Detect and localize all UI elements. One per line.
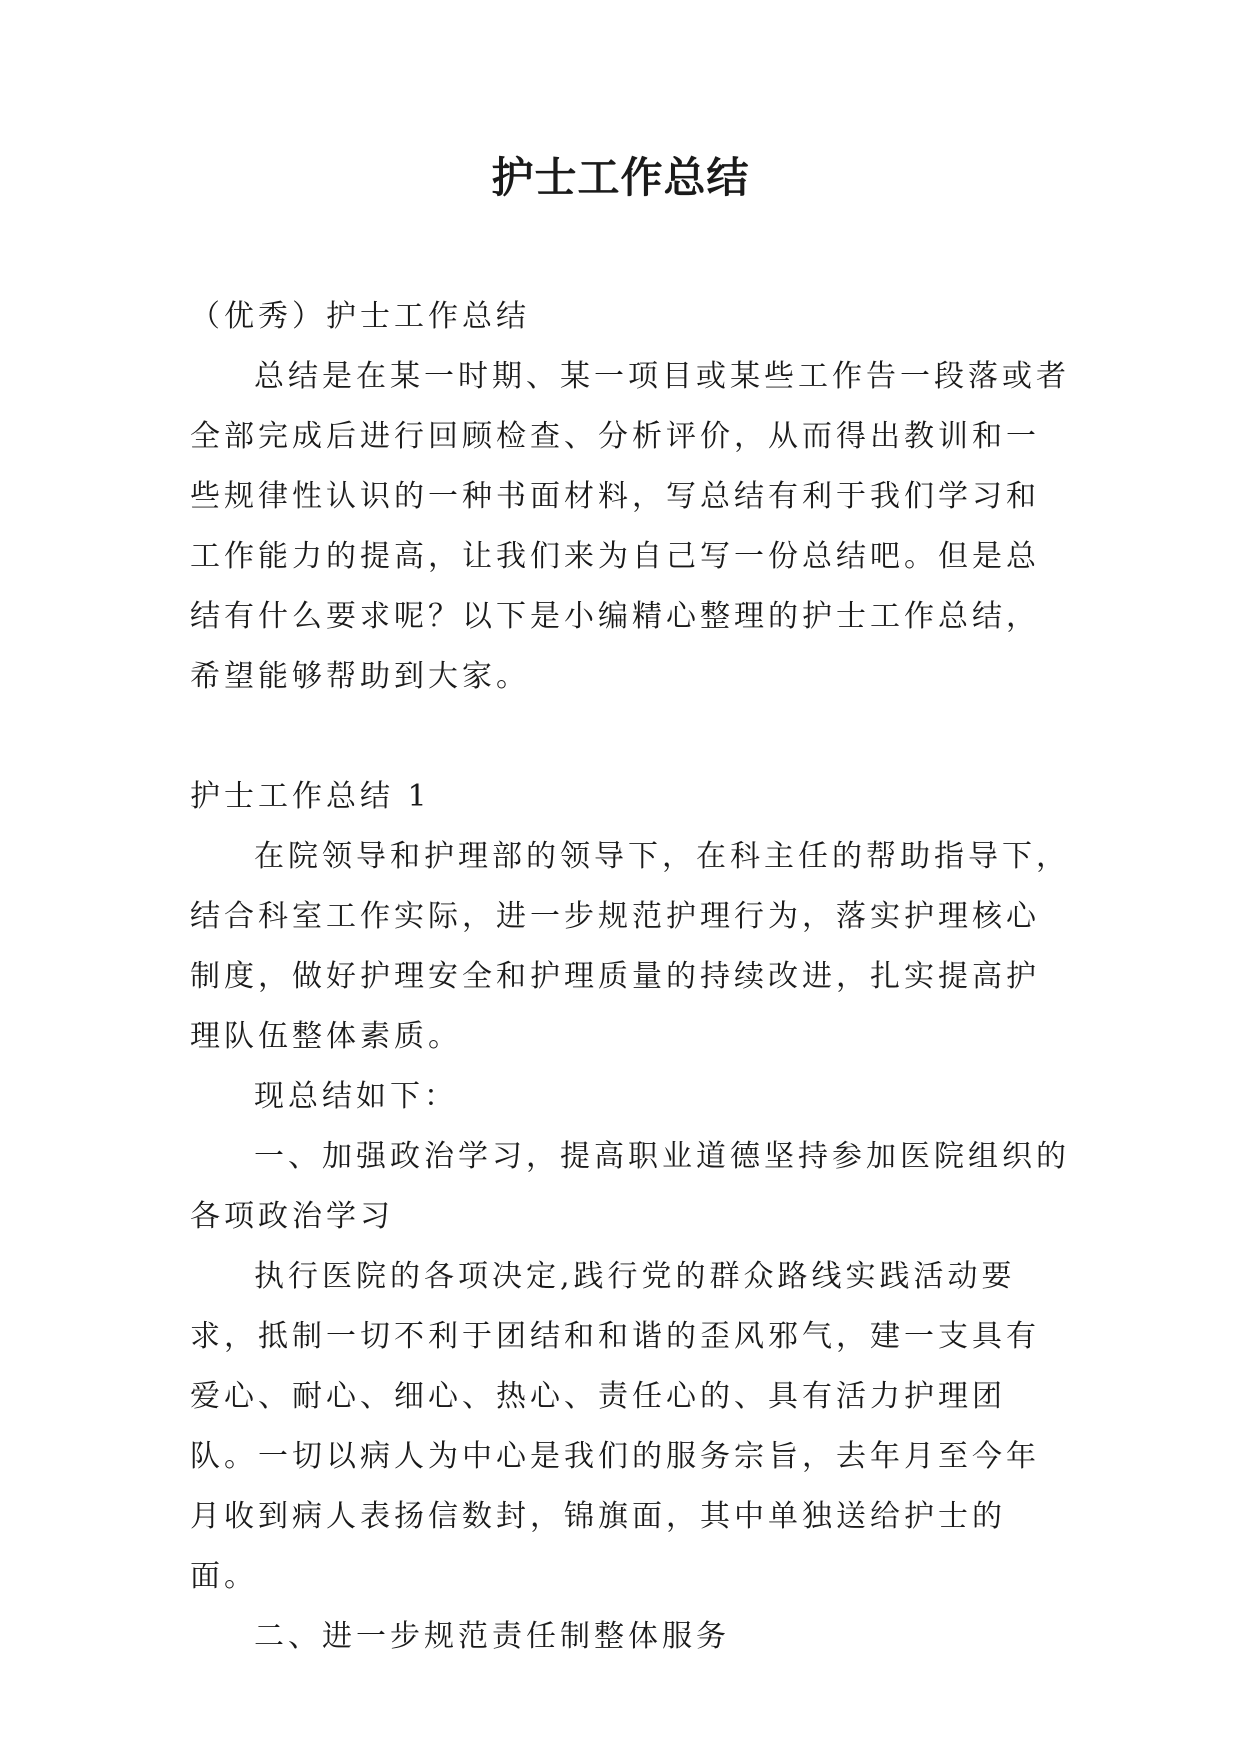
section-paragraph: 现总结如下： <box>254 1079 458 1114</box>
section-heading: 护士工作总结 1 <box>190 779 431 814</box>
section-point: 二、进一步规范责任制整体服务 <box>254 1619 730 1654</box>
document-subtitle: （优秀）护士工作总结 <box>190 299 530 334</box>
intro-paragraph: 总结是在某一时期、某一项目或某些工作告一段落或者全部完成后进行回顾检查、分析评价，从而得出教训和一些规律性认识的一种书面材料，写总结有利于我们学习和工作能力的提高，让我们来为自己写一份总结吧。但是总结有什么要求呢？以下是小编精心整理的护士工作总结，希望能够帮助到大家。 <box>190 359 1070 694</box>
paragraph-spacer <box>190 707 1070 767</box>
document-body <box>190 287 1070 1667</box>
section-paragraph: 执行医院的各项决定,践行党的群众路线实践活动要求，抵制一切不利于团结和和谐的歪风邪气，建一支具有爱心、耐心、细心、热心、责任心的、具有活力护理团队。一切以病人为中心是我们的服务宗旨，去年月至今年月收到病人表扬信数封，锦旗面，其中单独送给护士的面。 <box>190 1259 1040 1594</box>
section-paragraph: 在院领导和护理部的领导下，在科主任的帮助指导下，结合科室工作实际，进一步规范护理行为，落实护理核心制度，做好护理安全和护理质量的持续改进，扎实提高护理队伍整体素质。 <box>190 839 1070 1054</box>
document-title: 护士工作总结 <box>491 153 750 202</box>
section-point: 一、加强政治学习，提高职业道德坚持参加医院组织的各项政治学习 <box>190 1139 1070 1234</box>
